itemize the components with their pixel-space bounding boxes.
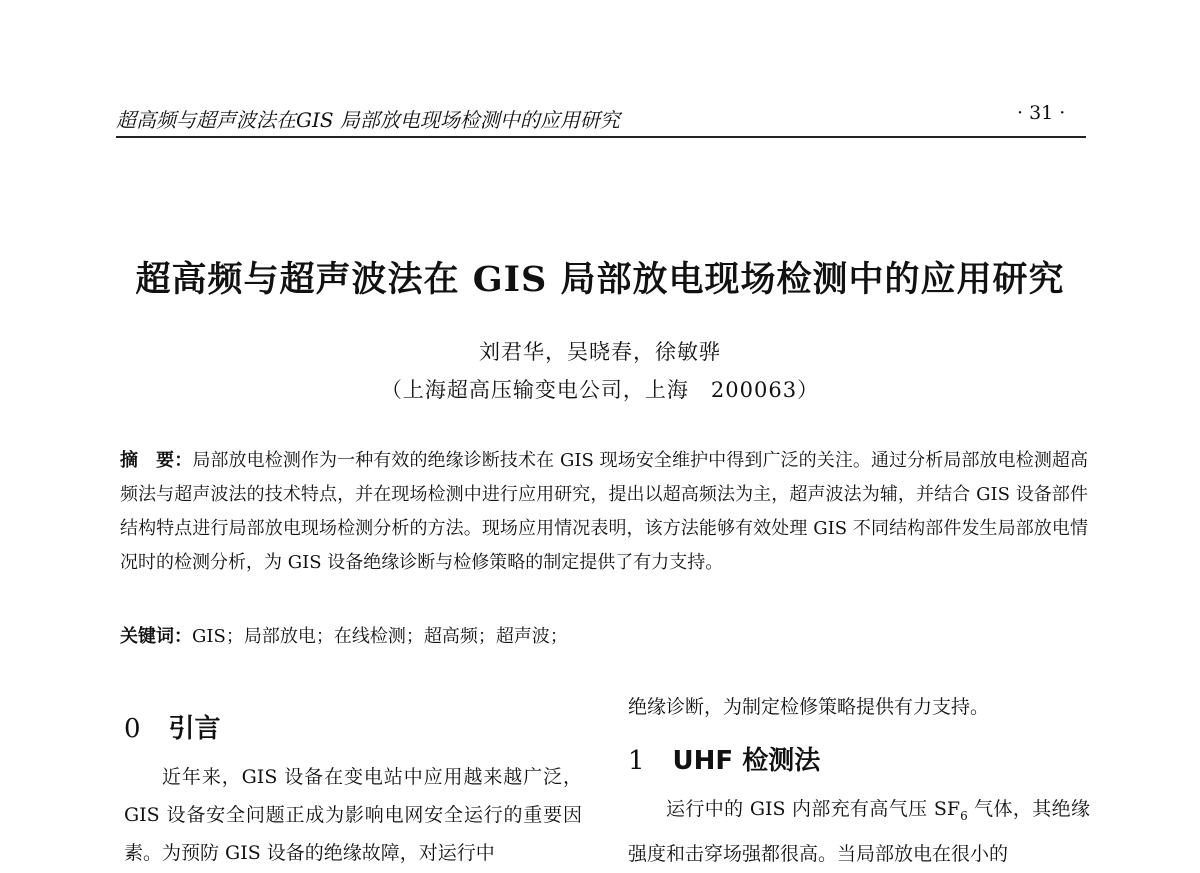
section-title: 引言 — [168, 714, 221, 744]
affiliation: （上海超高压输变电公司，上海 200063） — [380, 378, 820, 402]
running-title: 超高频与超声波法在GIS 局部放电现场检测中的应用研究 — [116, 108, 620, 132]
abstract-label: 摘 要： — [120, 450, 193, 471]
page-number: · 31 · — [1017, 102, 1066, 124]
paper-title: 超高频与超声波法在 GIS 局部放电现场检测中的应用研究 — [135, 259, 1065, 300]
section-number: 1 — [628, 746, 645, 776]
keywords — [120, 622, 1088, 652]
uhf-paragraph-text-2: 气体，其绝缘强度和击穿场强都很高。当局部放电在很小的 — [628, 798, 1090, 865]
uhf-paragraph — [628, 790, 1090, 873]
uhf-paragraph-text-1: 运行中的 GIS 内部充有高气压 SF — [666, 798, 961, 820]
keywords-label: 关键词： — [120, 626, 192, 647]
section-number: 0 — [124, 714, 141, 744]
keywords-text: GIS；局部放电；在线检测；超高频；超声波； — [192, 626, 568, 647]
section-heading-uhf — [628, 740, 820, 777]
authors: 刘君华，吴晓春，徐敏骅 — [479, 340, 721, 364]
section-title: UHF 检测法 — [672, 746, 821, 776]
abstract-text: 局部放电检测作为一种有效的绝缘诊断技术在 GIS 现场安全维护中得到广泛的关注。通过分析局部放电检测超高频法与超声波法的技术特点，并在现场检测中进行应用研究，提出以超高频法为主，超声波法为辅，并结合 GIS 设备部件结构特点进行局部放电现场检测分析的方法。现场应用情况表明，该方法能够有效处理 GIS 不同结构部件发生局部放电情况时的检测分析，为 GIS 设备绝缘诊断与检修策略的制定提供了有力支持。 — [120, 450, 1089, 573]
section-heading-introduction — [124, 708, 221, 745]
introduction-paragraph: 近年来，GIS 设备在变电站中应用越来越广泛，GIS 设备安全问题正成为影响电网安全运行的重要因素。为预防 GIS 设备的绝缘故障，对运行中 — [124, 766, 582, 864]
header-rule — [116, 136, 1086, 138]
subscript-six: 6 — [960, 808, 968, 823]
abstract — [120, 444, 1088, 580]
continuation-text: 绝缘诊断，为制定检修策略提供有力支持。 — [628, 696, 990, 718]
